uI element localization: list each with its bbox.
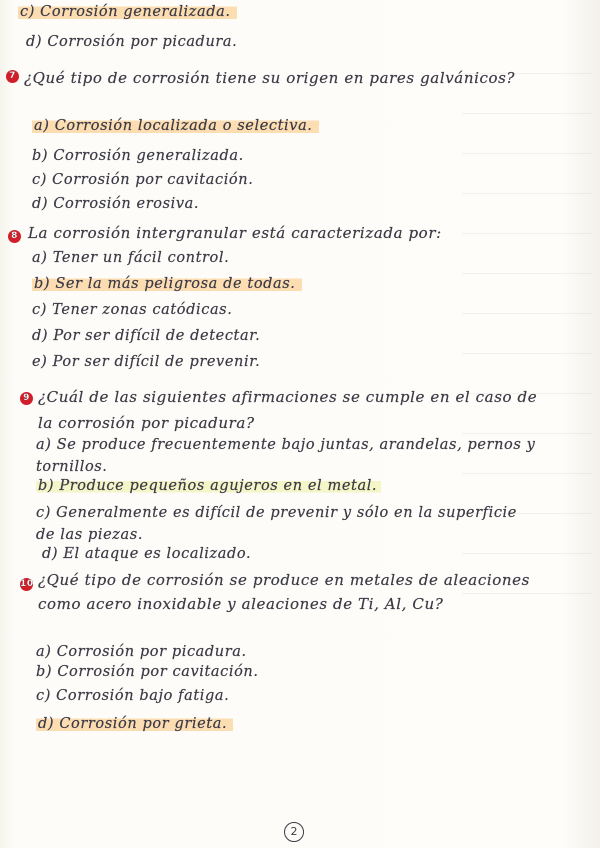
option-line: d) Corrosión por picadura. bbox=[26, 34, 238, 50]
option-line: a) Se produce frecuentemente bajo juntas, arandelas, pernos y tornillos. bbox=[36, 437, 536, 475]
page-number: 2 bbox=[284, 822, 304, 842]
option-line: a) Tener un fácil control. bbox=[32, 250, 230, 266]
answer-highlighted: d) Corrosión por grieta. bbox=[36, 716, 233, 732]
question-number-badge: 10 bbox=[20, 579, 34, 589]
option-line: a) Corrosión por picadura. bbox=[36, 644, 247, 660]
option-line: c) Tener zonas catódicas. bbox=[32, 302, 233, 318]
option-line: d) Por ser difícil de detectar. bbox=[32, 328, 261, 344]
option-line: c) Corrosión por cavitación. bbox=[32, 172, 254, 188]
option-line bbox=[32, 118, 319, 134]
option-line: c) Corrosión bajo fatiga. bbox=[36, 688, 230, 704]
question-7-text: ¿Qué tipo de corrosión tiene su origen en pares galvánicos? bbox=[24, 69, 516, 87]
option-line: c) Generalmente es difícil de prevenir y sólo en la superficie de las piezas. bbox=[36, 505, 517, 543]
option-line bbox=[36, 716, 233, 732]
option-line bbox=[36, 478, 381, 494]
question-number-badge: 8 bbox=[8, 230, 21, 243]
answer-highlighted: b) Produce pequeños agujeros en el metal. bbox=[36, 478, 381, 494]
answer-highlighted: a) Corrosión localizada o selectiva. bbox=[32, 118, 319, 134]
question-9-text: ¿Cuál de las siguientes afirmaciones se cumple en el caso de la corrosión por picadura? bbox=[38, 388, 538, 432]
question-8-text: La corrosión intergranular está caracterizada por: bbox=[28, 224, 442, 242]
answer-highlighted: c) Corrosión generalizada. bbox=[18, 4, 237, 20]
option-line: b) Corrosión generalizada. bbox=[32, 148, 244, 164]
option-line bbox=[18, 4, 237, 20]
option-line: d) El ataque es localizado. bbox=[42, 546, 252, 562]
answer-highlighted: b) Ser la más peligrosa de todas. bbox=[32, 276, 302, 292]
question-10-text: ¿Qué tipo de corrosión se produce en metales de aleaciones como acero inoxidable y aleaciones de Ti, Al, Cu? bbox=[38, 571, 530, 613]
option-line: e) Por ser difícil de prevenir. bbox=[32, 354, 261, 370]
option-line: b) Corrosión por cavitación. bbox=[36, 664, 259, 680]
question-number-badge: 9 bbox=[20, 392, 33, 405]
option-line bbox=[32, 276, 302, 292]
option-line: d) Corrosión erosiva. bbox=[32, 196, 200, 212]
question-number-badge: 7 bbox=[6, 70, 19, 83]
